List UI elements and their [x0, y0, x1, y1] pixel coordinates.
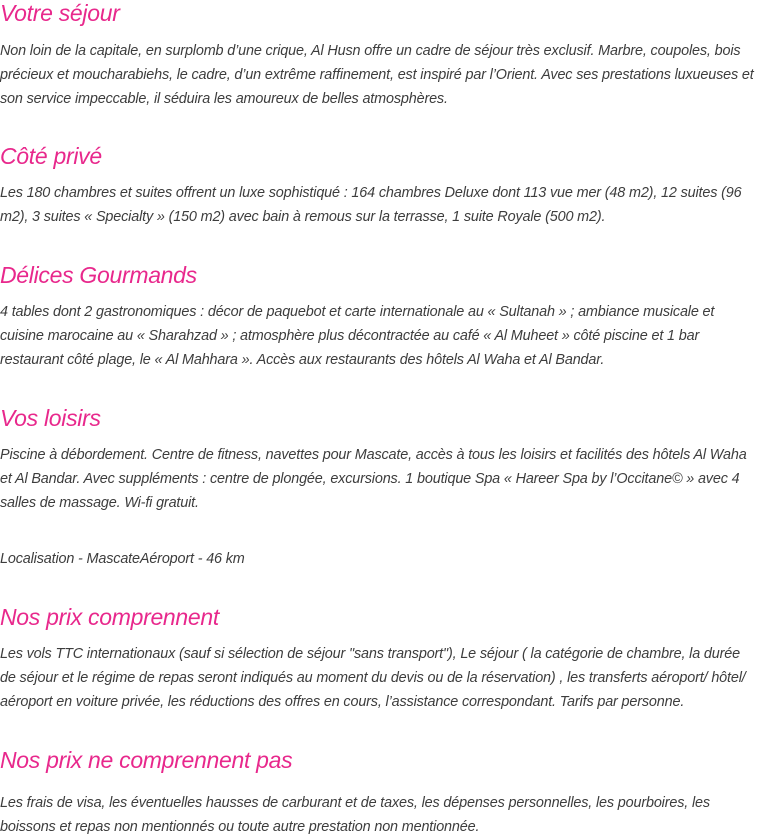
heading-nos-prix-comprennent: Nos prix comprennent: [0, 604, 219, 630]
heading-vos-loisirs: Vos loisirs: [0, 405, 101, 431]
paragraph-votre-sejour: Non loin de la capitale, en surplomb d’une crique, Al Husn offre un cadre de séjour très exclusif. Marbre, coupoles, bois précieux et moucharabiehs, le cadre, d’un extrême raffinement, est inspiré par l’Orient. Avec ses prestations luxueuses et son service impeccable, il séduira les amoureux de belles atmosphères.: [0, 43, 754, 107]
localisation-line: Localisation - MascateAéroport - 46 km: [0, 551, 245, 567]
paragraph-cote-prive: Les 180 chambres et suites offrent un luxe sophistiqué : 164 chambres Deluxe dont 113 vue mer (48 m2), 12 suites (96 m2), 3 suites « Specialty » (150 m2) avec bain à remous sur la terrasse, 1 suite Royale (500 m2).: [0, 185, 742, 225]
heading-cote-prive: Côté privé: [0, 143, 102, 169]
heading-votre-sejour: Votre séjour: [0, 0, 120, 26]
paragraph-vos-loisirs: Piscine à débordement. Centre de fitness, navettes pour Mascate, accès à tous les loisirs et facilités des hôtels Al Waha et Al Bandar. Avec suppléments : centre de plongée, excursions. 1 boutique Spa « Hareer Spa by l’Occitane© » avec 4 salles de massage. Wi-fi gratuit.: [0, 447, 747, 511]
heading-delices-gourmands: Délices Gourmands: [0, 262, 197, 288]
heading-nos-prix-ne-comprennent-pas: Nos prix ne comprennent pas: [0, 747, 293, 773]
paragraph-delices-gourmands: 4 tables dont 2 gastronomiques : décor de paquebot et carte internationale au « Sultanah » ; ambiance musicale et cuisine marocaine au « Sharahzad » ; atmosphère plus décontractée au café « Al Muheet » côté piscine et 1 bar restaurant côté plage, le « Al Mahhara ». Accès aux restaurants des hôtels Al Waha et Al Bandar.: [0, 304, 715, 368]
paragraph-nos-prix-comprennent: Les vols TTC internationaux (sauf si sélection de séjour "sans transport"), Le séjour ( la catégorie de chambre, la durée de séjour et le régime de repas seront indiqués au moment du devis ou de la réservation) , les transferts aéroport/ hôtel/ aéroport en voiture privée, les réductions des offres en cours, l’assistance correspondant. Tarifs par personne.: [0, 646, 746, 710]
paragraph-nos-prix-ne-comprennent-pas: Les frais de visa, les éventuelles hausses de carburant et de taxes, les dépenses personnelles, les pourboires, les boissons et repas non mentionnés ou toute autre prestation non mentionnée.: [0, 795, 710, 835]
